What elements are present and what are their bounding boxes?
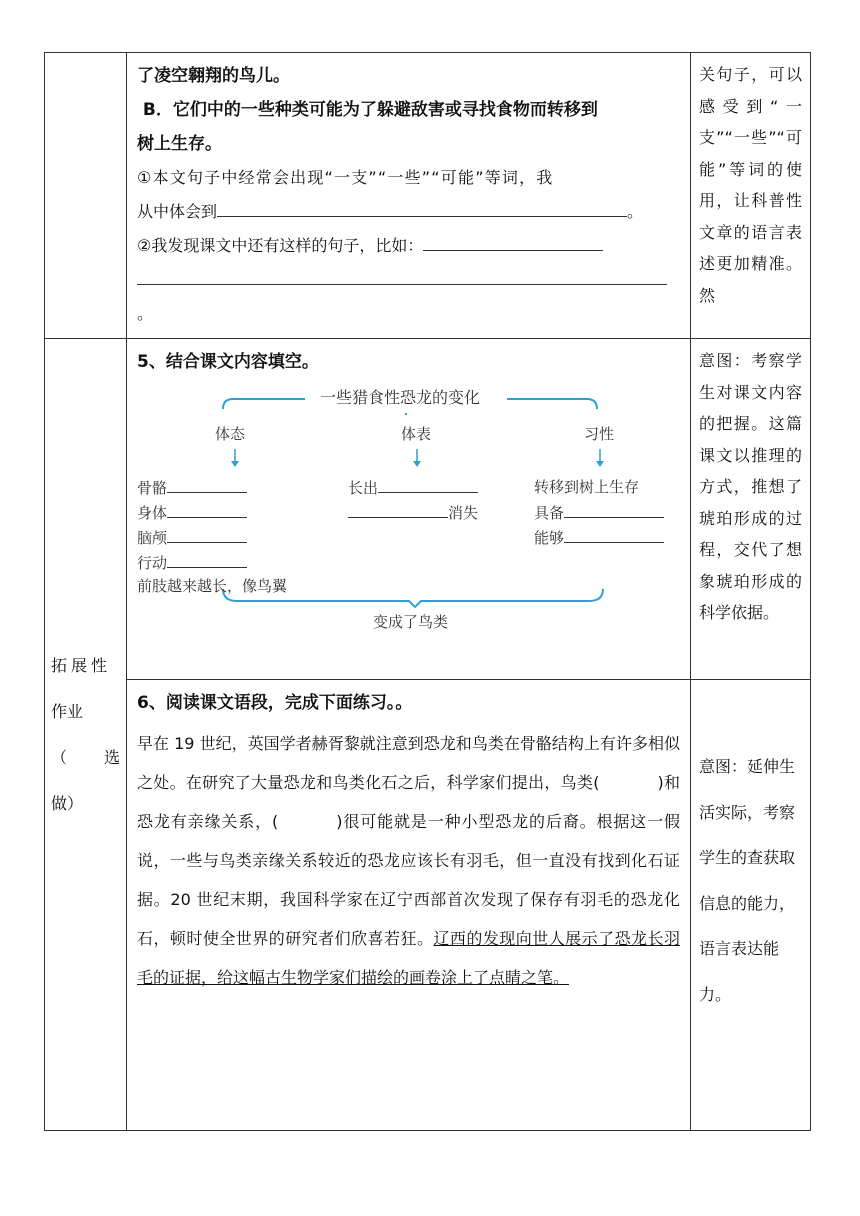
diagram-col3-head: 习性 <box>584 425 615 443</box>
section-label-text1: 拓展性 <box>51 655 112 675</box>
blank-movement[interactable] <box>167 551 247 568</box>
row2-note-cell <box>691 339 811 680</box>
question-1-prefix: 从中体会到 <box>137 202 218 221</box>
diagram-item-grow: 长出 <box>348 476 478 499</box>
question-5-title: 5、结合课文内容填空。 <box>137 352 319 372</box>
question-1-answer-line <box>137 195 680 229</box>
arrow-col3 <box>596 449 604 467</box>
question-2-blank-b[interactable] <box>137 266 667 285</box>
row3-note: 意图：延伸生活实际，考察学生的查获取信息的能力，语言表达能力。 <box>699 757 796 1004</box>
diagram-item-body: 身体 <box>137 501 247 524</box>
row1-main-cell <box>127 53 691 339</box>
row-fill-diagram <box>45 339 811 680</box>
blank-bones[interactable] <box>167 476 247 493</box>
question-2-line <box>137 229 680 263</box>
row1-line1: 了凌空翱翔的鸟儿。 <box>137 66 290 86</box>
section-label-line4: 做） <box>51 793 84 813</box>
row-reading <box>45 680 811 1131</box>
question-2-line-b <box>137 263 680 331</box>
passage-part2: )和恐龙有亲缘关系，( <box>137 773 680 831</box>
section-label-line3 <box>51 735 120 781</box>
question-1-blank[interactable] <box>217 198 627 217</box>
blank-disappear[interactable] <box>348 501 448 518</box>
diagram-bottom: 变成了鸟类 <box>373 613 449 631</box>
arrow-col2 <box>413 449 421 467</box>
question-2-end: 。 <box>137 304 154 323</box>
section-label-xuan: 选 <box>103 747 120 767</box>
question-1-end: 。 <box>627 202 644 221</box>
section-label-line2: 作业 <box>51 701 84 721</box>
diagram-item-able: 能够 <box>534 526 664 549</box>
blank-grow[interactable] <box>378 476 478 493</box>
top-brace-right <box>507 399 597 409</box>
empty-label-cell <box>45 53 127 339</box>
blank-able[interactable] <box>564 526 664 543</box>
diagram-item-movement: 行动 <box>137 551 247 574</box>
dinosaur-change-diagram <box>127 379 690 637</box>
row3-main-cell <box>127 680 691 1131</box>
section-label <box>45 643 126 827</box>
blank-body[interactable] <box>167 501 247 518</box>
diagram-item-bones: 骨骼 <box>137 476 247 499</box>
question-2-blank-a[interactable] <box>423 232 603 251</box>
diagram-item-forelimb: 前肢越来越长，像鸟翼 <box>137 577 288 595</box>
reading-passage <box>127 720 690 997</box>
blank-possess[interactable] <box>564 501 664 518</box>
row1-line3: 树上生存。 <box>137 134 222 154</box>
diagram-item-disappear: 消失 <box>348 501 478 524</box>
section-label-cell <box>45 339 127 1131</box>
diagram-title: 一些猎食性恐龙的变化 <box>320 388 481 407</box>
row-sentence-analysis <box>45 53 811 339</box>
row1-line2: B．它们中的一些种类可能为了躲避敌害或寻找食物而转移到 <box>137 100 598 120</box>
diagram-col1-head: 体态 <box>215 425 246 443</box>
row1-note: 关句子，可以感受到“一支”“一些”“可能”等词的使用，让科普性文章的语言表述更加精准。然 <box>699 65 802 305</box>
worksheet-table <box>44 52 811 1131</box>
section-label-paren: （ <box>51 747 68 767</box>
question-1-line: ①本文句子中经常会出现“一支”“一些”“可能”等词，我 <box>137 168 554 187</box>
arrow-col1 <box>231 449 239 467</box>
question-6-title: 6、阅读课文语段，完成下面练习。。 <box>137 693 413 713</box>
passage-part1: 早在 19 世纪，英国学者赫胥黎就注意到恐龙和鸟类在骨骼结构上有许多相似之处。在研究了大量恐龙和鸟类化石之后，科学家们提出，鸟类( <box>137 734 680 792</box>
top-brace-left <box>223 399 305 409</box>
row2-main-cell <box>127 339 691 680</box>
diagram-item-possess: 具备 <box>534 501 664 524</box>
row3-note-cell <box>691 680 811 1131</box>
diagram-item-skull: 脑颅 <box>137 526 247 549</box>
diagram-col2-head: 体表 <box>401 425 432 443</box>
passage-underlined: 辽西的发现向世人展示了恐龙长羽毛的证据，给这幅古生物学家们描绘的画卷涂上了点睛之笔。 <box>137 929 680 987</box>
row2-note: 意图：考察学生对课文内容的把握。这篇课文以推理的方式，推想了琥珀形成的过程，交代了想象琥珀形成的科学依据。 <box>699 351 802 622</box>
row1-note-cell <box>691 53 811 339</box>
diagram-item-trees: 转移到树上生存 <box>534 478 640 496</box>
blank-skull[interactable] <box>167 526 247 543</box>
section-label-line1 <box>51 643 120 689</box>
passage-part3: )很可能就是一种小型恐龙的后裔。根据这一假说，一些与鸟类亲缘关系较近的恐龙应该长有羽毛，但一直没有找到化石证据。20 世纪末期，我国科学家在辽宁西部首次发现了保存有羽毛的恐龙化石，顿时使全世界的研究者们欣喜若狂。 <box>137 812 680 948</box>
question-2-prefix: ②我发现课文中还有这样的句子，比如： <box>137 236 424 255</box>
